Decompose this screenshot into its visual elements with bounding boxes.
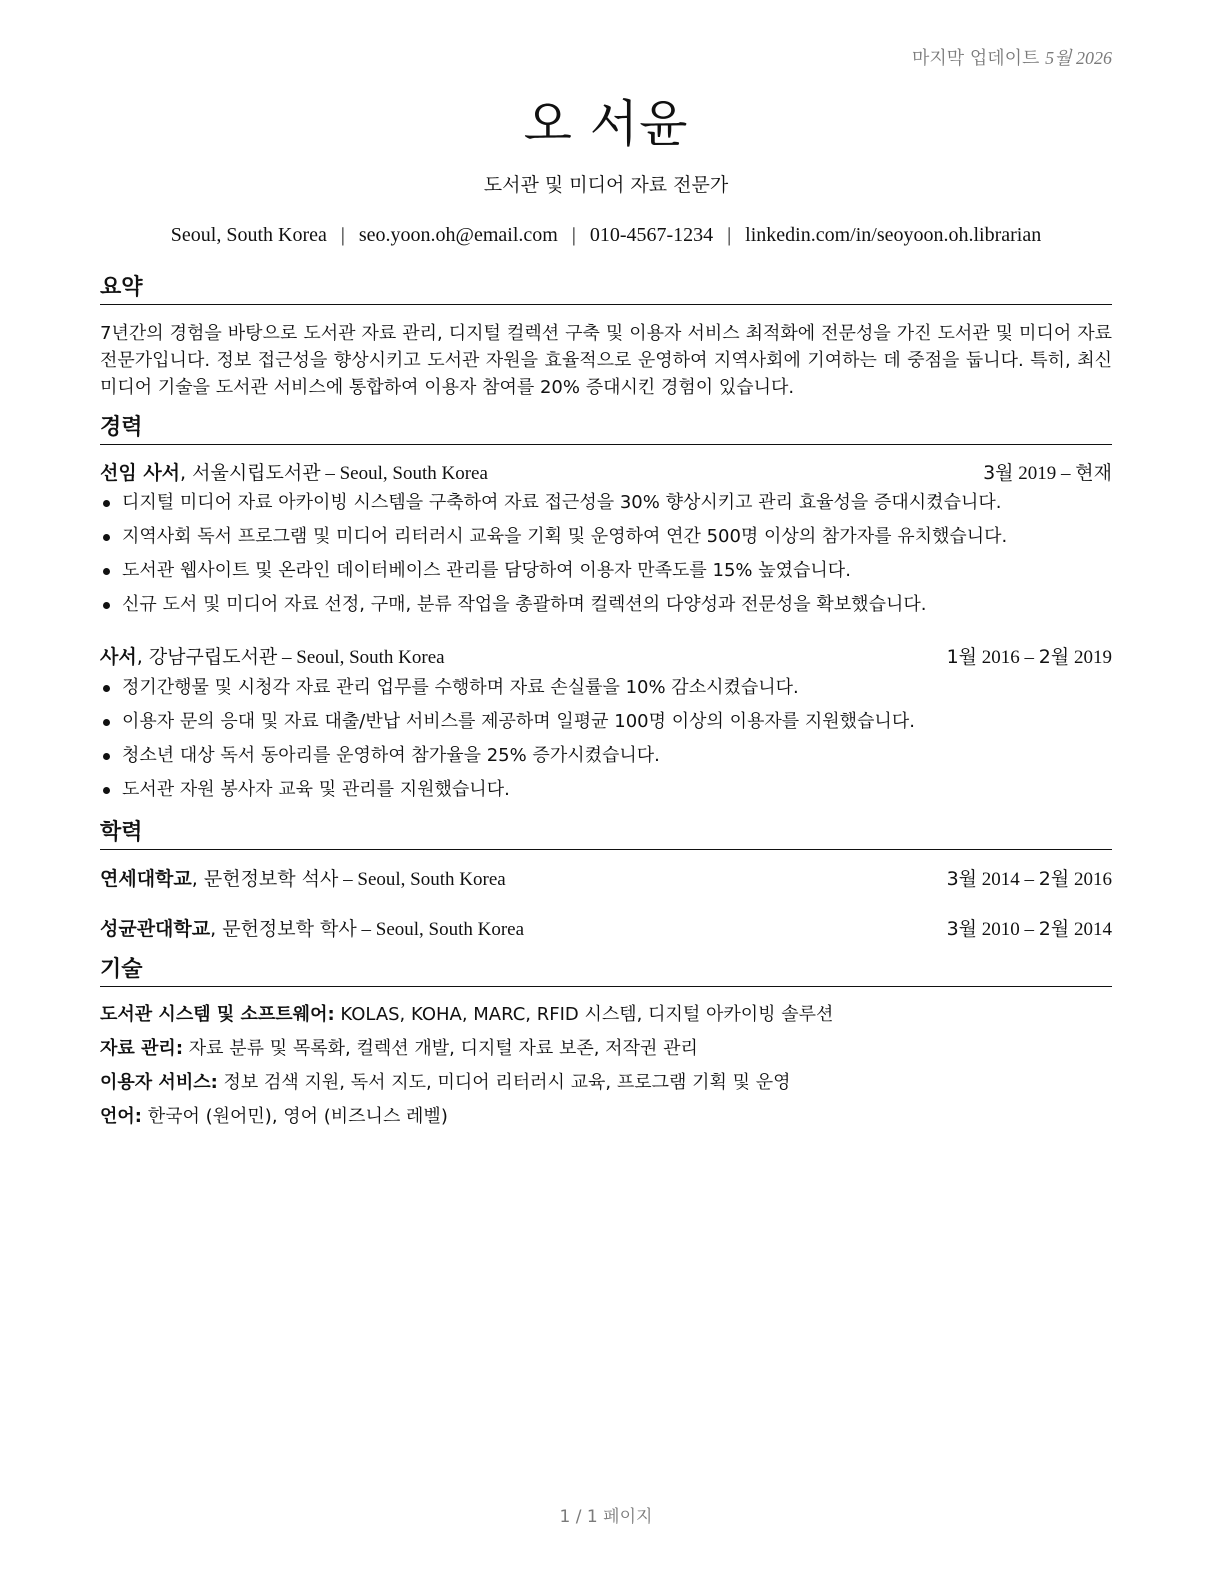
skill-row [100,1104,1112,1130]
list-item: 이용자 문의 응대 및 자료 대출/반납 서비스를 제공하며 일평균 100명 이상의 이용자를 지원했습니다. [100,705,1112,739]
contact-line [100,224,1112,247]
resume-page [100,0,1112,1584]
job-dates: 3월 2019 – 현재 [983,462,1112,484]
job-org: 강남구립도서관 [148,646,278,668]
last-updated-date: 5월 2026 [1045,48,1112,68]
contact-email[interactable]: seo.yoon.oh@email.com [358,224,558,246]
person-name: 오 서윤 [523,95,689,153]
list-item: 신규 도서 및 미디어 자료 선정, 구매, 분류 작업을 총괄하며 컬렉션의 다양성과 전문성을 확보했습니다. [100,588,1112,622]
section-title-education: 학력 [100,819,1112,850]
school-name: 성균관대학교 [100,918,211,940]
list-item: 디지털 미디어 자료 아카이빙 시스템을 구축하여 자료 접근성을 30% 향상시키고 관리 효율성을 증대시켰습니다. [100,486,1112,520]
list-item: 도서관 웹사이트 및 온라인 데이터베이스 관리를 담당하여 이용자 만족도를 15% 높였습니다. [100,554,1112,588]
skill-value: 정보 검색 지원, 독서 지도, 미디어 리터러시 교육, 프로그램 기획 및 운영 [223,1072,791,1093]
list-item: 청소년 대상 독서 동아리를 운영하여 참가율을 25% 증가시켰습니다. [100,739,1112,773]
job-role: 선임 사서 [100,462,181,484]
job-bullets [100,486,1112,622]
skill-row [100,1002,1112,1028]
skill-label: 이용자 서비스: [100,1072,218,1093]
list-item: 지역사회 독서 프로그램 및 미디어 리터러시 교육을 기획 및 운영하여 연간 500명 이상의 참가자를 유치했습니다. [100,520,1112,554]
job-role: 사서 [100,646,137,668]
education-dates: 3월 2014 – 2월 2016 [946,868,1112,890]
job-header: 선임 사서, 서울시립도서관 – Seoul, South Korea 3월 2019 – 현재 [100,460,1112,487]
separator: | [571,224,576,246]
list-item: 정기간행물 및 시청각 자료 관리 업무를 수행하며 자료 손실률을 10% 감소시켰습니다. [100,671,1112,705]
last-updated [912,44,1112,70]
skill-label: 언어: [100,1106,142,1127]
skill-label: 자료 관리: [100,1038,184,1059]
separator: | [727,224,732,246]
degree: 문헌정보학 석사 [203,868,339,890]
skill-label: 도서관 시스템 및 소프트웨어: [100,1004,335,1025]
job-org: 서울시립도서관 [192,462,321,484]
school-name: 연세대학교 [100,868,192,890]
education-dates: 3월 2010 – 2월 2014 [946,918,1112,940]
contact-phone[interactable]: 010-4567-1234 [589,224,714,246]
skill-value: 한국어 (원어민), 영어 (비즈니스 레벨) [147,1106,448,1127]
skill-value: KOLAS, KOHA, MARC, RFID 시스템, 디지털 아카이빙 솔루션 [340,1004,834,1025]
contact-location: Seoul, South Korea [170,224,327,246]
school-location: – Seoul, South Korea [343,869,506,890]
job-location: – Seoul, South Korea [325,463,488,484]
list-item: 도서관 자원 봉사자 교육 및 관리를 지원했습니다. [100,773,1112,807]
job-location: – Seoul, South Korea [282,647,445,668]
skill-row [100,1070,1112,1096]
job-bullets [100,671,1112,807]
section-title-skills: 기술 [100,956,1112,987]
school-location: – Seoul, South Korea [361,919,525,940]
summary-text: 7년간의 경험을 바탕으로 도서관 자료 관리, 디지털 컬렉션 구축 및 이용자 서비스 최적화에 전문성을 가진 도서관 및 미디어 자료 전문가입니다. 정보 접근성을 향상시키고 도서관 자원을 효율적으로 운영하여 지역사회에 기여하는 데 중점을 둡니다. 특히, 최신 미디어 기술을 도서관 서비스에 통합하여 이용자 참여를 20% 증대시킨 경험이 있습니다. [100,323,1112,398]
skill-value: 자료 분류 및 목록화, 컬렉션 개발, 디지털 자료 보존, 저작권 관리 [188,1038,698,1059]
separator: | [340,224,345,246]
page-number: 1 / 1 페이지 [559,1507,653,1527]
education-entry: 연세대학교, 문헌정보학 석사 – Seoul, South Korea 3월 2014 – 2월 2016 [100,866,1112,893]
education-entry: 성균관대학교, 문헌정보학 학사 – Seoul, South Korea 3월 2010 – 2월 2014 [100,916,1112,943]
last-updated-prefix: 마지막 업데이트 [911,48,1040,69]
headline: 도서관 및 미디어 자료 전문가 [483,174,729,196]
skill-row [100,1036,1112,1062]
job-header: 사서, 강남구립도서관 – Seoul, South Korea 1월 2016 – 2월 2019 [100,644,1112,671]
contact-linkedin[interactable]: linkedin.com/in/seoyoon.oh.librarian [745,224,1042,246]
section-title-experience: 경력 [100,414,1112,445]
job-dates: 1월 2016 – 2월 2019 [946,646,1112,668]
section-title-summary: 요약 [100,274,1112,305]
degree: 문헌정보학 학사 [222,918,357,940]
